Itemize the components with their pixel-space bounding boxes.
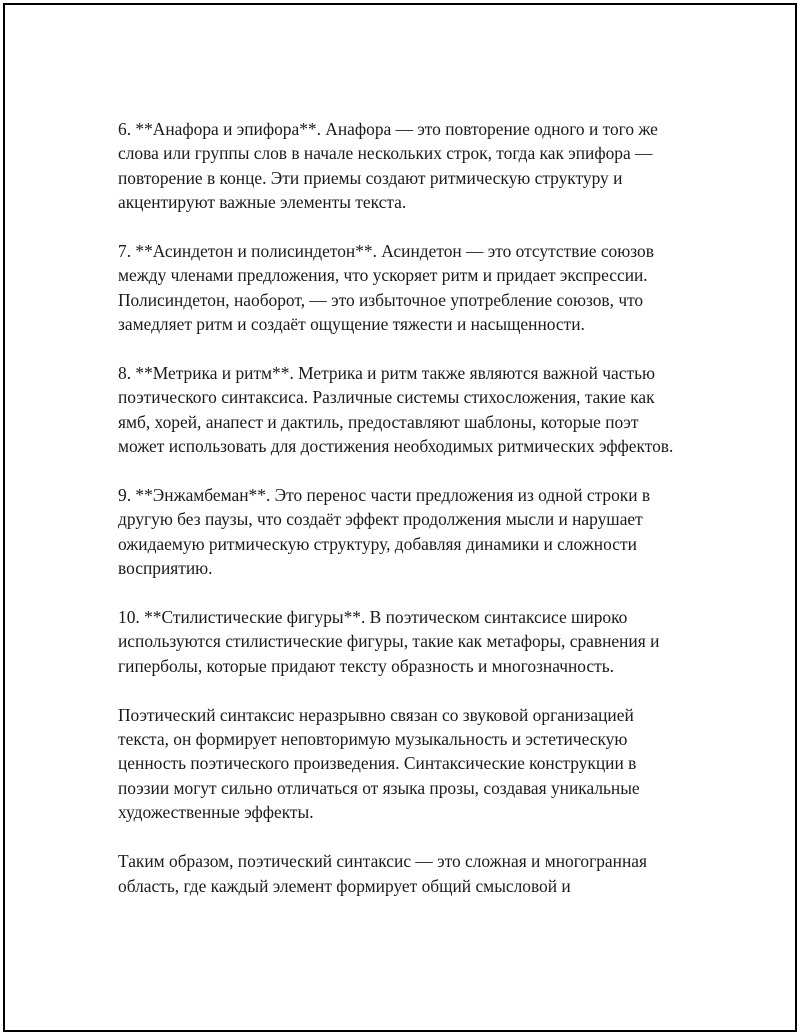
paragraph-anaphora-epiphora: 6. **Анафора и эпифора**. Анафора — это повторение одного и того же слова или группы слов в начале нескольких строк, тогда как эпифора — повторение в конце. Эти приемы создают ритмическую структуру и акцентируют важные элементы текста. [118,119,658,213]
paragraph-enjambment: 9. **Энжамбеман**. Это перенос части предложения из одной строки в другую без паузы, что создаёт эффект продолжения мысли и нарушает ожидаемую ритмическую структуру, добавляя динамики и сложности восприятию. [118,485,651,579]
document-body [118,117,684,922]
paragraph-metrics-rhythm: 8. **Метрика и ритм**. Метрика и ритм также являются важной частью поэтического синтаксиса. Различные системы стихосложения, такие как ямб, хорей, анапест и дактиль, предоставляют шаблоны, которые поэт может использовать для достижения необходимых ритмических эффектов. [118,363,674,457]
paragraph-asyndeton-polysyndeton: 7. **Асиндетон и полисиндетон**. Асиндетон — это отсутствие союзов между членами предложения, что ускоряет ритм и придает экспрессии. Полисиндетон, наоборот, — это избыточное употребление союзов, что замедляет ритм и создаёт ощущение тяжести и насыщенности. [118,241,654,335]
paragraph-conclusion: Таким образом, поэтический синтаксис — это сложная и многогранная область, где каждый элемент формирует общий смысловой и [118,851,647,896]
paragraph-stylistic-figures: 10. **Стилистические фигуры**. В поэтическом синтаксисе широко используются стилистические фигуры, такие как метафоры, сравнения и гиперболы, которые придают тексту образность и многозначность. [118,607,660,676]
paragraph-sound-organization: Поэтический синтаксис неразрывно связан со звуковой организацией текста, он формирует неповторимую музыкальность и эстетическую ценность поэтического произведения. Синтаксические конструкции в поэзии могут сильно отличаться от языка прозы, создавая уникальные художественные эффекты. [118,704,640,823]
